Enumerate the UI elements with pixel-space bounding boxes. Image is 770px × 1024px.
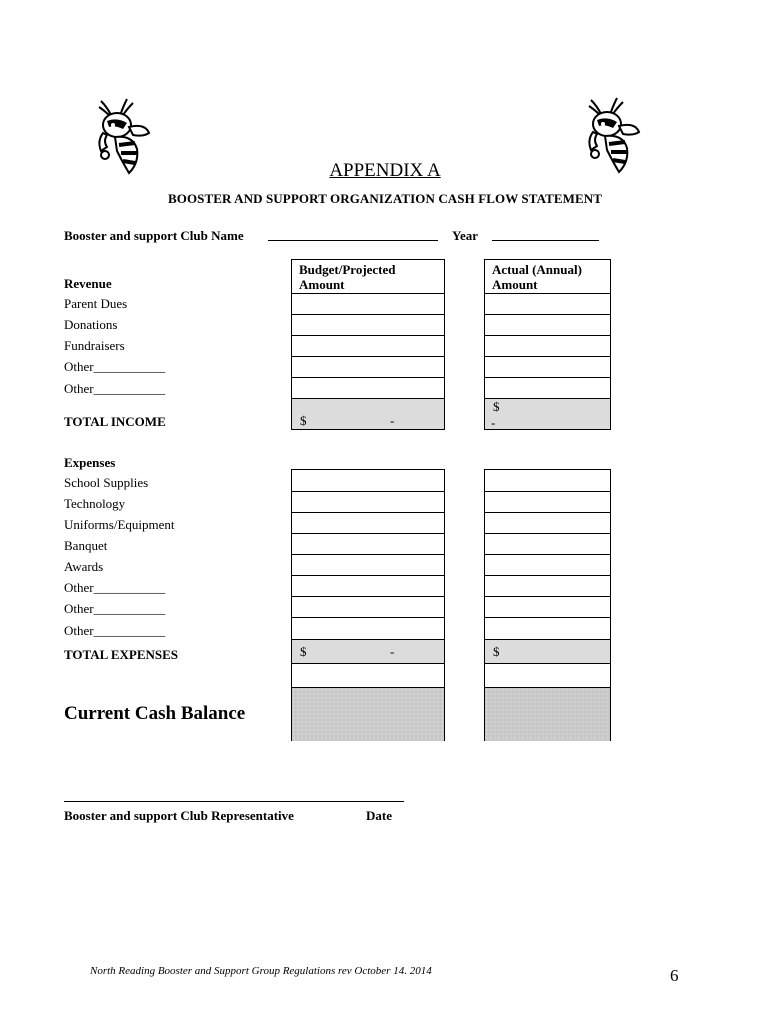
budget-expense-other-1-cell[interactable]	[292, 575, 444, 596]
budget-total-income-cell	[292, 398, 444, 429]
expense-item-banquet: Banquet	[64, 538, 108, 553]
year-label: Year	[452, 228, 478, 243]
actual-expense-other-1-cell[interactable]	[485, 575, 610, 596]
actual-technology-cell[interactable]	[485, 491, 610, 512]
signature-line[interactable]	[64, 801, 404, 802]
total-income-label: TOTAL INCOME	[64, 414, 166, 429]
budget-column-header	[292, 260, 444, 293]
year-field[interactable]	[492, 240, 599, 241]
budget-total-expenses-value: -	[390, 644, 395, 659]
expense-item-awards: Awards	[64, 559, 104, 574]
actual-total-expenses-cell	[485, 639, 610, 663]
budget-total-income-currency: $	[300, 413, 307, 428]
actual-current-cash-balance-cell	[485, 687, 610, 741]
footer-text: North Reading Booster and Support Group Regulations rev October 14. 2014	[90, 965, 432, 977]
actual-donations-cell[interactable]	[485, 314, 610, 335]
budget-expense-other-2-cell[interactable]	[292, 596, 444, 617]
date-label: Date	[366, 808, 392, 823]
actual-total-expenses-currency: $	[493, 644, 500, 659]
actual-total-income-value: -	[491, 415, 496, 430]
budget-total-income-value: -	[390, 413, 395, 428]
actual-parent-dues-cell[interactable]	[485, 293, 610, 314]
revenue-item-parent-dues: Parent Dues	[64, 296, 128, 311]
budget-uniforms-cell[interactable]	[292, 512, 444, 533]
budget-header-line2: Amount	[299, 277, 345, 292]
budget-expense-other-3-cell[interactable]	[292, 617, 444, 639]
actual-header-line2: Amount	[492, 277, 538, 292]
expense-item-technology: Technology	[64, 496, 126, 511]
budget-banquet-cell[interactable]	[292, 533, 444, 554]
expense-item-other-3: Other___________	[64, 623, 166, 638]
revenue-item-fundraisers: Fundraisers	[64, 338, 125, 353]
budget-total-expenses-cell	[292, 639, 444, 663]
revenue-item-other-1: Other___________	[64, 359, 166, 374]
expense-item-other-2: Other___________	[64, 601, 166, 616]
page-subtitle: BOOSTER AND SUPPORT ORGANIZATION CASH FLOW STATEMENT	[167, 191, 603, 206]
budget-blank-cell[interactable]	[292, 663, 444, 687]
actual-other-1-cell[interactable]	[485, 356, 610, 377]
budget-school-supplies-cell[interactable]	[292, 470, 444, 491]
budget-technology-cell[interactable]	[292, 491, 444, 512]
expenses-actual-column	[484, 469, 611, 741]
actual-column-header	[485, 260, 610, 293]
club-name-field[interactable]	[268, 240, 438, 241]
revenue-item-other-2: Other___________	[64, 381, 166, 396]
actual-total-income-cell	[485, 398, 610, 429]
actual-awards-cell[interactable]	[485, 554, 610, 575]
budget-other-2-cell[interactable]	[292, 377, 444, 398]
page-number: 6	[670, 966, 679, 985]
revenue-budget-column	[291, 259, 445, 430]
budget-awards-cell[interactable]	[292, 554, 444, 575]
revenue-item-donations: Donations	[64, 317, 118, 332]
budget-current-cash-balance-cell	[292, 687, 444, 741]
budget-header-line1: Budget/Projected	[299, 262, 396, 277]
actual-expense-other-3-cell[interactable]	[485, 617, 610, 639]
revenue-heading: Revenue	[64, 276, 112, 291]
budget-other-1-cell[interactable]	[292, 356, 444, 377]
representative-label: Booster and support Club Representative	[64, 808, 294, 823]
actual-total-income-currency: $	[493, 399, 500, 414]
actual-school-supplies-cell[interactable]	[485, 470, 610, 491]
actual-fundraisers-cell[interactable]	[485, 335, 610, 356]
budget-total-expenses-currency: $	[300, 644, 307, 659]
actual-blank-cell[interactable]	[485, 663, 610, 687]
expenses-heading: Expenses	[64, 455, 116, 470]
budget-donations-cell[interactable]	[292, 314, 444, 335]
budget-parent-dues-cell[interactable]	[292, 293, 444, 314]
club-name-label: Booster and support Club Name	[64, 228, 244, 243]
actual-other-2-cell[interactable]	[485, 377, 610, 398]
revenue-actual-column	[484, 259, 611, 430]
page-title: APPENDIX A	[329, 160, 441, 181]
expenses-budget-column	[291, 469, 445, 741]
expense-item-other-1: Other___________	[64, 580, 166, 595]
actual-banquet-cell[interactable]	[485, 533, 610, 554]
expense-item-school-supplies: School Supplies	[64, 475, 149, 490]
actual-header-line1: Actual (Annual)	[492, 262, 582, 277]
current-cash-balance-label: Current Cash Balance	[64, 703, 246, 724]
total-expenses-label: TOTAL EXPENSES	[64, 647, 179, 662]
actual-uniforms-cell[interactable]	[485, 512, 610, 533]
actual-expense-other-2-cell[interactable]	[485, 596, 610, 617]
expense-item-uniforms-equipment: Uniforms/Equipment	[64, 517, 175, 532]
budget-fundraisers-cell[interactable]	[292, 335, 444, 356]
